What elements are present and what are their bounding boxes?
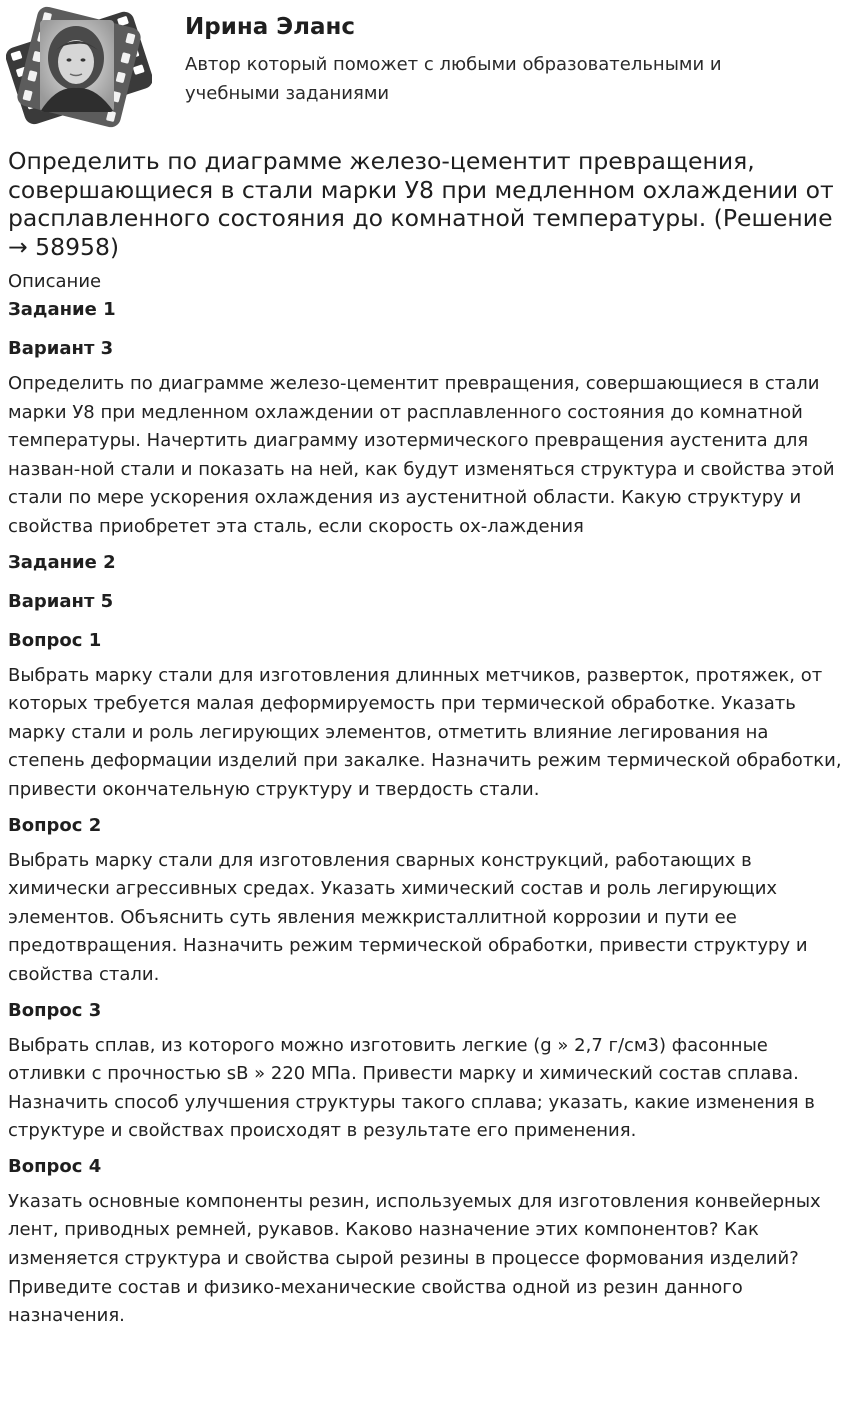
question-2-text: Выбрать марку стали для изготовления сварных конструкций, работающих в химически агрессивных средах. Указать химический состав и роль легирующих элементов. Объяснить суть явления межкристаллитной коррозии и пути ее предотвращения. Назначить режим термической обработки, привести структуру и свойства стали. bbox=[8, 849, 808, 985]
task-1-heading: Задание 1 bbox=[8, 299, 116, 320]
author-description: Автор который поможет с любыми образовательными и учебными заданиями bbox=[185, 54, 722, 104]
description-label: Описание bbox=[8, 271, 102, 292]
main-content bbox=[8, 147, 843, 1341]
film-strip-avatar-icon bbox=[6, 6, 152, 128]
author-header bbox=[0, 0, 847, 140]
question-4-heading: Вопрос 4 bbox=[8, 1155, 102, 1177]
task-2-heading: Задание 2 bbox=[8, 551, 116, 573]
question-2-heading: Вопрос 2 bbox=[8, 814, 102, 836]
avatar[interactable] bbox=[6, 6, 152, 128]
variant-3-heading: Вариант 3 bbox=[8, 338, 114, 359]
page-title: Определить по диаграмме железо-цементит превращения, совершающиеся в стали марки У8 при медленном охлаждении от расплавленного состояния до комнатной температуры. (Решение → 58958) bbox=[8, 147, 834, 261]
question-1-text: Выбрать марку стали для изготовления длинных метчиков, разверток, протяжек, от которых требуется малая деформируемость при термической обработке. Указать марку стали и роль легирующих элементов, отметить влияние легирования на степень деформации изделий при закалке. Назначить режим термической обработки, привести окончательную структуру и твердость стали. bbox=[8, 664, 842, 800]
question-3-heading: Вопрос 3 bbox=[8, 999, 102, 1021]
question-1-heading: Вопрос 1 bbox=[8, 629, 102, 651]
question-3-text: Выбрать сплав, из которого можно изготовить легкие (g » 2,7 г/см3) фасонные отливки с прочностью sB » 220 МПа. Привести марку и химический состав сплава. Назначить способ улучшения структуры такого сплава; указать, какие изменения в структуре и свойствах происходят в результате его применения. bbox=[8, 1034, 815, 1142]
task-1-text: Определить по диаграмме железо-цементит превращения, совершающиеся в стали марки У8 при медленном охлаждении от расплавленного состояния до комнатной температуры. Начертить диаграмму изотермического превращения аустенита для назван-ной стали и показать на ней, как будут изменяться структура и свойства этой стали по мере ускорения охлаждения из аустенитной области. Какую структуру и свойства приобретет эта сталь, если скорость ох-лаждения bbox=[8, 373, 835, 537]
question-4-text: Указать основные компоненты резин, используемых для изготовления конвейерных лент, приводных ремней, рукавов. Каково назначение этих компонентов? Как изменяется структура и свойства сырой резины в процессе формования изделий? Приведите состав и физико-механические свойства одной из резин данного назначения. bbox=[8, 1190, 821, 1327]
variant-5-heading: Вариант 5 bbox=[8, 590, 114, 612]
author-name[interactable]: Ирина Эланс bbox=[185, 14, 356, 40]
